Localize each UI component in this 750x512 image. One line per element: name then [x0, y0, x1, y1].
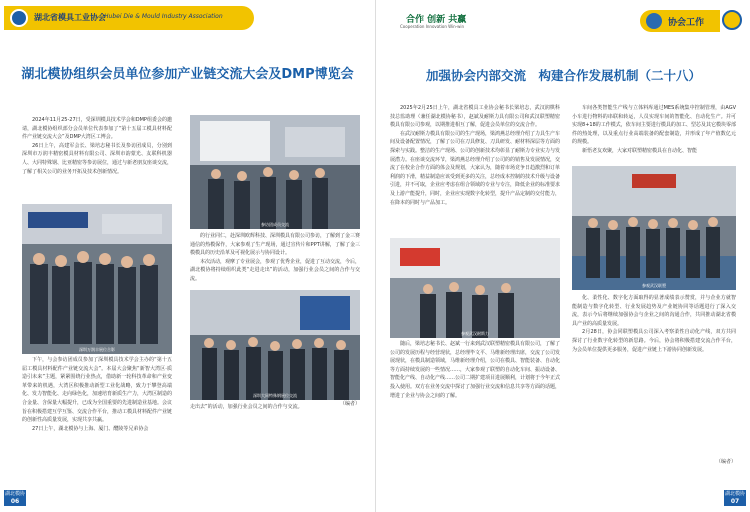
photo-caption: 深圳大同特殊钢展位交流	[253, 393, 297, 398]
org-name-en: Hubei Die & Mould Industry Association	[104, 13, 223, 20]
page-number-right	[724, 490, 746, 506]
photo-caption: 参观武汉联塑	[642, 283, 666, 288]
slogan-en: Cooperation Innovation Win-win	[400, 24, 465, 29]
paragraph: 车间各类智能生产线与立体料库通过MES系统集中控制管理，由AGV小车进行物料的串联和转运，人员实现车间的智能化、自动化生产。并可实现8+18的工作模式，依车间主要进行模具的加工、型芯及其它模块零部件的热处理，以及重点行业高端装备的配套制造，并形成了年产值数亿元的规模。	[572, 105, 736, 146]
slogan: 合作 创新 共赢	[406, 15, 467, 25]
page-label: 湖北模协	[4, 491, 25, 497]
paragraph: 在武汉耐斯力模具有限公司的生产现场，梁鸿燕总经理介绍了力具生产车间及设备配置情况，了解了公司在刀具修复、刀具研发、耐材料深层等方面的探索与实践。整洁的生产现场、公司的创新技术均彰显了耐斯力专业实力与发展潜力。在座谈交流环节，梁鸿燕总经理介绍了公司的的销售及发展情况，交流了在校企合作方面的体会及规划，大家认为，随着市场竞争日趋激烈和订单利润的下滑，精益制造应该受到更多的关注，总经成本控制的技术升级与设备引进，并不可取，企业应考虑在组合领域的专业与专注，降低企业的标准要求及上游产能提升，同时，企业应实现数字化转型，提升产品定制的交付能力，在降本的同时与产品加工。	[390, 130, 560, 206]
photo-illustration	[572, 166, 736, 290]
column-icon	[646, 13, 662, 29]
paragraph: 2024年11月25-27日，受深圳模具技术学会和DMP组委会的邀请，湖北模协组织部分会员单位代表参加了“第十五届工模具材料配件产业链交流大会”及DMP大湾区工博会。	[22, 117, 172, 141]
photo-illustration	[190, 115, 360, 229]
paragraph: 化、柔性化、数字化方面取得的显著成绩表示赞赏，并与企业方就智能制造与数字化转型、行业发展趋势及产业链协同等话题进行了深入交流，表示今后将继续加强协会与企业之间的沟通合作，共同推动湖北省模具产业的高质量发展。	[572, 295, 736, 327]
paragraph: 的行业同仁，赴深圳欧辉科技、深圳模具有限公司参访，了解到了金三赛通信的热模保作，大家参观了生产现场，通过宣传片和PPT讲解，了解了金三模模具的历史沿革及可视化展示与协同设计。	[190, 233, 360, 257]
photo-caption: 深圳万润丰展位合影	[79, 347, 115, 352]
photo-booth-group	[22, 204, 172, 354]
editor-credit-right	[696, 458, 736, 468]
paragraph: 2025年2月25日上午，湖北省模具工业协会秘书长梁培志，武汉润棋科技总监助理（兼任湖北模协秘书），赵斌及耐斯力具有限公司和武汉联塑精密模具有限公司参观，以期推进相互了解，促进会员单位的交流合作。	[390, 105, 560, 129]
article-body-right-col2b	[572, 294, 736, 454]
photo-visit-2	[572, 166, 736, 290]
article-body-left-col1b	[22, 356, 172, 496]
editor-credit-left	[330, 400, 360, 410]
association-logo-icon	[10, 9, 28, 27]
paragraph: 26日上午，高建军会长、梁培志秘书长及参访团成员，分别到深圳市万润丰精密模具材料有限公司、深圳市韵蒙光、友联科机器人、大同特殊钢、比亚精密等参访展位，通过与新老朋友座谈交流，了解了相关公司的业务开拓及技术创新情况。	[22, 142, 172, 175]
right-page	[375, 0, 750, 512]
photo-illustration	[22, 204, 172, 354]
photo-illustration	[390, 238, 560, 338]
photo-illustration	[190, 290, 360, 400]
article-title-left: 湖北模协组织会员单位参加产业链交流大会及DMP博览会	[21, 67, 354, 82]
editor-label: （编者）	[715, 459, 736, 465]
paragraph: 随后，梁培志秘书长、赵斌一行来到武汉联塑精密模具有限公司，了解了公司的发展历程与经营现状，总经理毕文平、马维新经理出席，交流了公司发展现状，在模具制造领域，马维新经理介绍，公司在模具、智能装备、自动化等方面持续发展的一些情况……，大家参观了联塑的自动化车间、振动设备、智能化产线、自动化产线……公司二期扩建项目进展顺利，计划将于今年正式投入使用。双方在业务交流中探讨了加强行业交流和信息共享等方面的话题，增进了企业与协会之间的了解。	[390, 341, 560, 399]
article-body-right-col2a	[572, 104, 736, 162]
photo-caption: 参观武汉耐斯力	[461, 331, 489, 336]
page-no: 06	[10, 498, 20, 505]
page-label: 湖北模协	[724, 491, 745, 497]
column-tab	[640, 10, 720, 32]
photo-steel-booth	[190, 290, 360, 400]
header-logo-bar	[4, 6, 254, 30]
org-name-zh: 湖北省模具工业协会	[34, 13, 106, 22]
paragraph: 27日上午，湖北模协与上海、厦门、醴陵等兄弟协会	[32, 425, 149, 432]
photo-visit-1	[390, 238, 560, 338]
paragraph: 走出去”的活动，加强行业会员之间的合作与交流。	[190, 404, 303, 410]
page-no: 07	[730, 498, 740, 505]
photo-caption: 参访团成员交流	[261, 222, 289, 227]
photo-exchange	[190, 115, 360, 229]
page-number-left	[4, 490, 26, 506]
paragraph: 本次活动，观摩了专业展会，参观了优秀企业，促进了互动交流，今后，湖北模协将持续组织此类“走进走出”的活动，加强行业会员之间的合作与交流。	[190, 258, 360, 282]
paragraph: 下午，与会参访团成员参加了深圳模具技术学会主办的“第十五届工模具材料配件产业链交流大会”。本届大会聚焦“新智大湾区·质造引未来”主题，紧紧围绕行业热点，借助新一轮科技革命和产业变革带来的机遇，大湾区积极推动新型工业化战略，致力于攀登高端化、发力智能化、走向绿色化，加速培育新质生产力，大湾区制造的合金量、含保量大幅提升，已成为全国重要的先进制造业基地。会议旨在积极搭建互学互鉴、交流合作平台，推动工模具材料配件产业链的创新性高质量发展，实现共享共赢。	[22, 357, 172, 424]
paragraph: 2月28日，协会同联塑模具公司深入考察柔性自动化产线，双方共同探讨了行业数字化转型的新思路。今后，协会将积极搭建交流合作平台，为会员单位提供更多服务，促进产业链上下游协同创新发展。	[572, 329, 736, 353]
editor-label: （编者）	[339, 401, 360, 407]
article-body-left-col1	[22, 116, 172, 200]
paragraph: 新悟老友欢聚，大家对联塑精密模具在自动化、智能	[582, 147, 698, 154]
article-body-right-col1a	[390, 104, 560, 236]
column-label: 协会工作	[668, 18, 705, 28]
article-title-right: 加强协会内部交流 构建合作发展机制（二十八）	[425, 68, 701, 83]
article-body-right-col1b	[390, 340, 560, 495]
corner-logo-icon	[722, 10, 742, 30]
